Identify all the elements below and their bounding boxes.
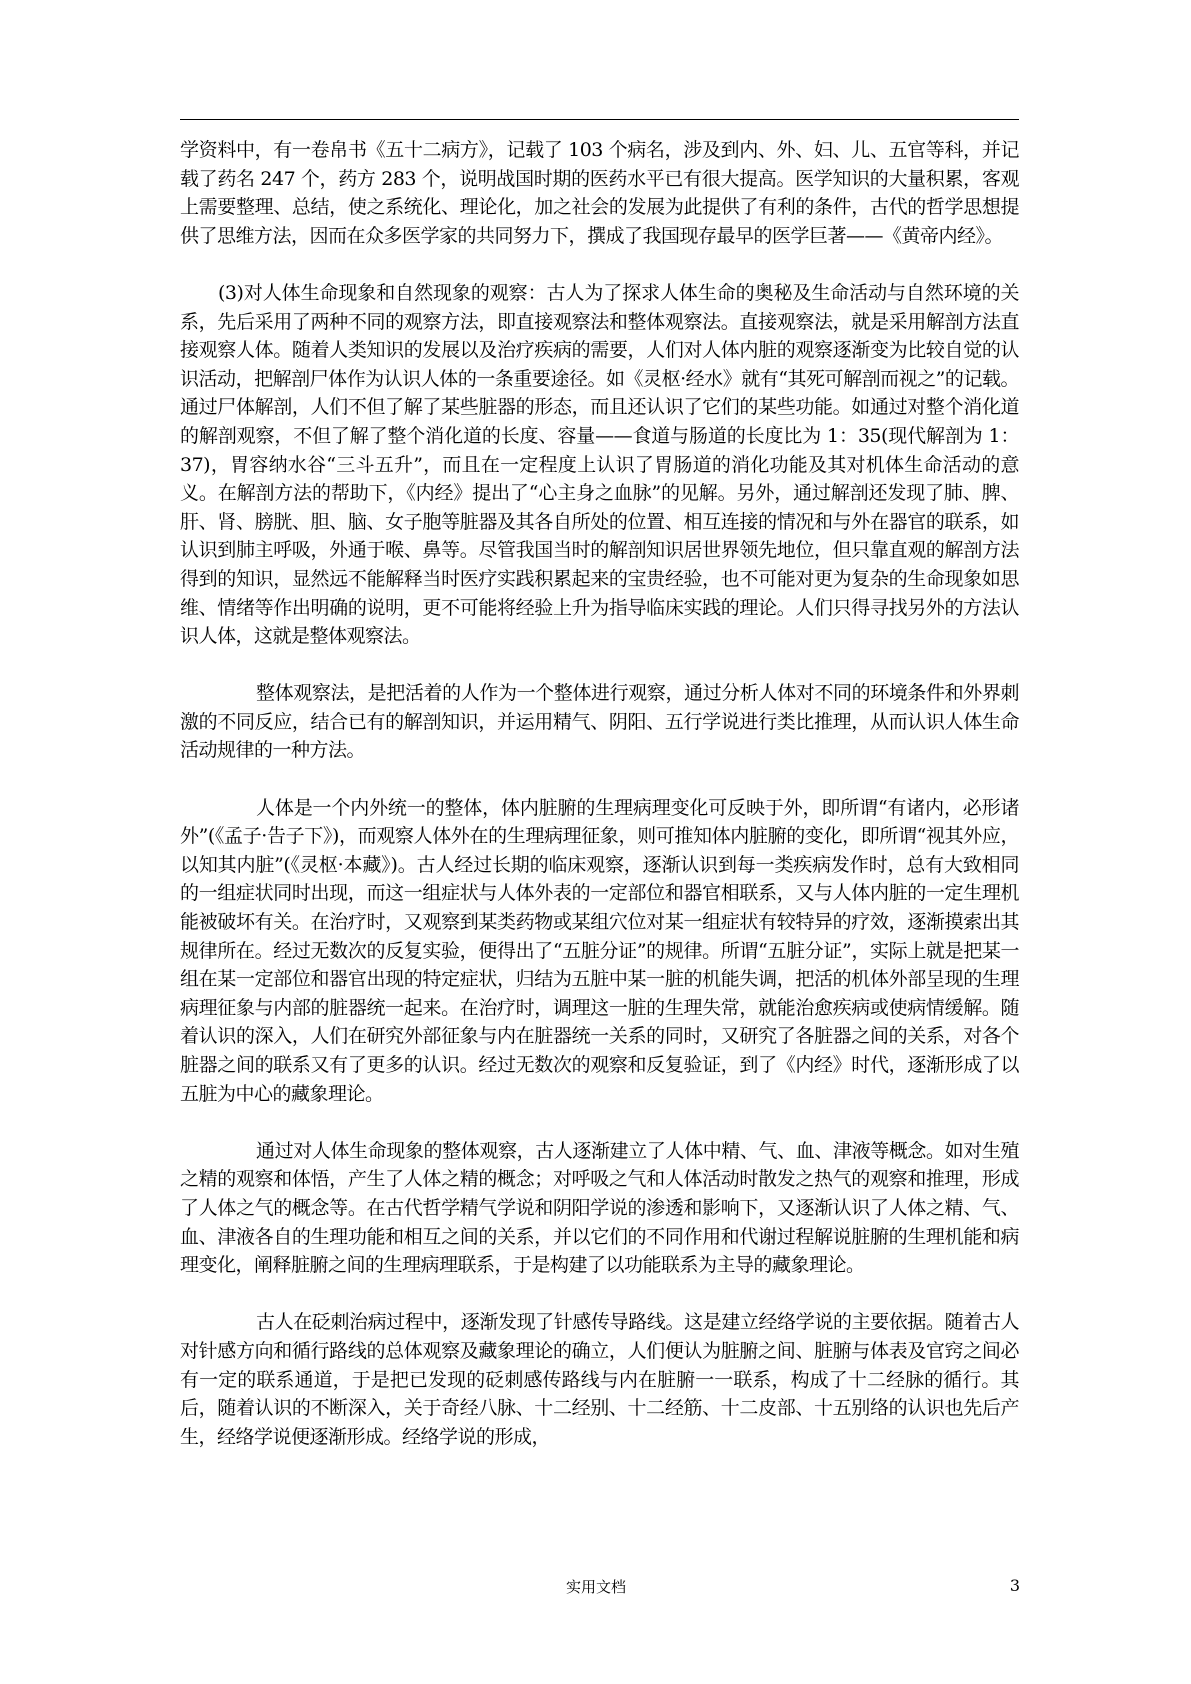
paragraph-2: (3)对人体生命现象和自然现象的观察：古人为了探求人体生命的奥秘及生命活动与自然环境的关系，先后采用了两种不同的观察方法，即直接观察法和整体观察法。直接观察法，就是采用解剖方法直接观察人体。随着人类知识的发展以及治疗疾病的需要，人们对人体内脏的观察逐渐变为比较自觉的认识活动，把解剖尸体作为认识人体的一条重要途径。如《灵枢·经水》就有“其死可解剖而视之”的记载。通过尸体解剖，人们不但了解了某些脏器的形态，而且还认识了它们的某些功能。如通过对整个消化道的解剖观察，不但了解了整个消化道的长度、容量——食道与肠道的长度比为 1：35(现代解剖为 1：37)，胃容纳水谷“三斗五升”，而且在一定程度上认识了胃肠道的消化功能及其对机体生命活动的意义。在解剖方法的帮助下，《内经》提出了“心主身之血脉”的见解。另外，通过解剖还发现了肺、脾、肝、肾、膀胱、胆、脑、女子胞等脏器及其各自所处的位置、相互连接的情况和与外在器官的联系，如认识到肺主呼吸，外通于喉、鼻等。尽管我国当时的解剖知识居世界领先地位，但只靠直观的解剖方法得到的知识，显然远不能解释当时医疗实践积累起来的宝贵经验，也不可能对更为复杂的生命现象如思维、情绪等作出明确的说明，更不可能将经验上升为指导临床实践的理论。人们只得寻找另外的方法认识人体，这就是整体观察法。 <box>180 281 1019 648</box>
page-number: 3 <box>1009 1576 1020 1595</box>
header-rule <box>180 119 1019 120</box>
paragraph-3: 整体观察法，是把活着的人作为一个整体进行观察，通过分析人体对不同的环境条件和外界刺激的不同反应，结合已有的解剖知识，并运用精气、阴阳、五行学说进行类比推理，从而认识人体生命活动规律的一种方法。 <box>180 682 1019 762</box>
paragraph-1: 学资料中，有一卷帛书《五十二病方》，记载了 103 个病名，涉及到内、外、妇、儿、五官等科，并记载了药名 247 个，药方 283 个，说明战国时期的医药水平已有很大提高。医学知识的大量积累，客观上需要整理、总结，使之系统化、理论化，加之社会的发展为此提供了有利的条件，古代的哲学思想提供了思维方法，因而在众多医学家的共同努力下，撰成了我国现存最早的医学巨著——《黄帝内经》。 <box>180 139 1019 247</box>
footer-label: 实用文档 <box>565 1578 626 1596</box>
document-body <box>180 136 1019 1451</box>
paragraph-4: 人体是一个内外统一的整体，体内脏腑的生理病理变化可反映于外，即所谓“有诸内，必形诸外”(《孟子·告子下》)，而观察人体外在的生理病理征象，则可推知体内脏腑的变化，即所谓“视其外应，以知其内脏”(《灵枢·本藏》)。古人经过长期的临床观察，逐渐认识到每一类疾病发作时，总有大致相同的一组症状同时出现，而这一组症状与人体外表的一定部位和器官相联系，又与人体内脏的一定生理机能被破坏有关。在治疗时，又观察到某类药物或某组穴位对某一组症状有较特异的疗效，逐渐摸索出其规律所在。经过无数次的反复实验，便得出了“五脏分证”的规律。所谓“五脏分证”，实际上就是把某一组在某一定部位和器官出现的特定症状，归结为五脏中某一脏的机能失调，把活的机体外部呈现的生理病理征象与内部的脏器统一起来。在治疗时，调理这一脏的生理失常，就能治愈疾病或使病情缓解。随着认识的深入，人们在研究外部征象与内在脏器统一关系的同时，又研究了各脏器之间的关系，对各个脏器之间的联系又有了更多的认识。经过无数次的观察和反复验证，到了《内经》时代，逐渐形成了以五脏为中心的藏象理论。 <box>180 796 1019 1105</box>
paragraph-6: 古人在砭刺治病过程中，逐渐发现了针感传导路线。这是建立经络学说的主要依据。随着古人对针感方向和循行路线的总体观察及藏象理论的确立，人们便认为脏腑之间、脏腑与体表及官窍之间必有一定的联系通道，于是把已发现的砭刺感传路线与内在脏腑一一联系，构成了十二经脉的循行。其后，随着认识的不断深入，关于奇经八脉、十二经别、十二经筋、十二皮部、十五别络的认识也先后产生，经络学说便逐渐形成。经络学说的形成， <box>180 1311 1019 1448</box>
paragraph-5: 通过对人体生命现象的整体观察，古人逐渐建立了人体中精、气、血、津液等概念。如对生殖之精的观察和体悟，产生了人体之精的概念；对呼吸之气和人体活动时散发之热气的观察和推理，形成了人体之气的概念等。在古代哲学精气学说和阴阳学说的渗透和影响下，又逐渐认识了人体之精、气、血、津液各自的生理功能和相互之间的关系，并以它们的不同作用和代谢过程解说脏腑的生理机能和病理变化，阐释脏腑之间的生理病理联系，于是构建了以功能联系为主导的藏象理论。 <box>180 1139 1019 1277</box>
